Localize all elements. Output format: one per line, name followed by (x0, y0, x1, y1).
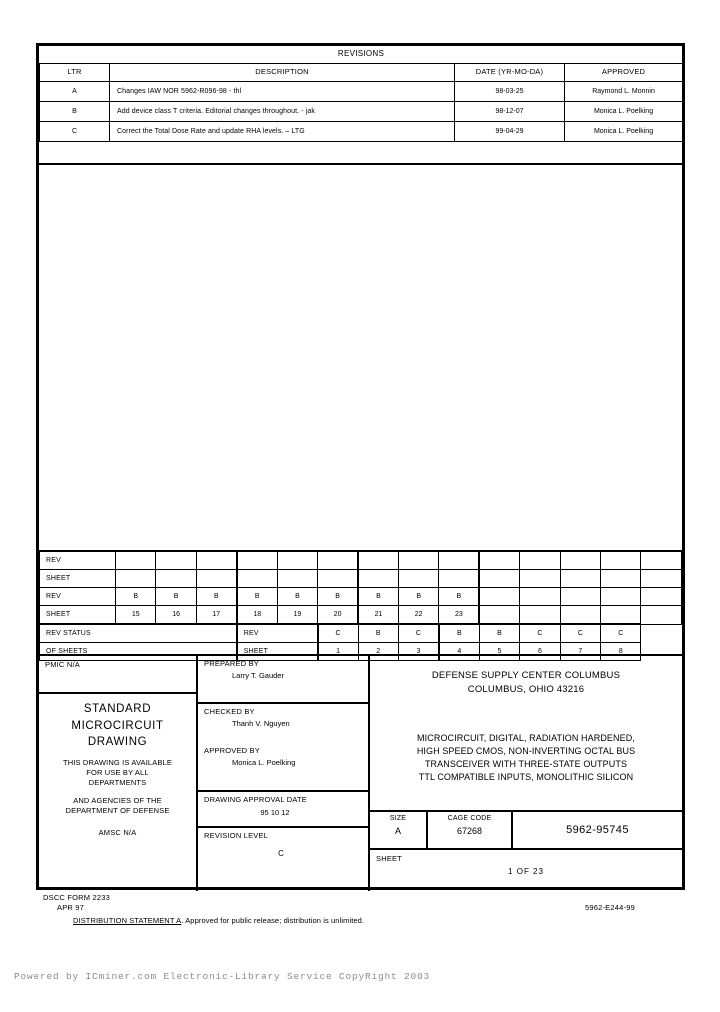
status-cell (196, 551, 236, 570)
size-field (370, 812, 428, 848)
smd-line-2: MICROCIRCUIT (71, 719, 164, 732)
distribution-statement (73, 916, 364, 925)
label-sheet: SHEET (40, 606, 116, 625)
status-cell (398, 570, 438, 588)
revision-description: Add device class T criteria. Editorial changes throughout. - jak (110, 102, 455, 122)
status-cell (601, 588, 641, 606)
status-cell (601, 570, 641, 588)
status-cell (560, 606, 600, 625)
revision-level-value: C (278, 849, 284, 858)
status-cell (479, 606, 519, 625)
revision-approved: Monica L. Poelking (565, 102, 683, 122)
status-cell (318, 551, 358, 570)
status-cell: 16 (156, 606, 196, 625)
drawing-number: 5962-95745 (566, 824, 629, 836)
drawing-title-line-1: MICROCIRCUIT, DIGITAL, RADIATION HARDENED, (417, 733, 635, 743)
title-block-left (39, 656, 198, 891)
revisions-block (39, 46, 682, 142)
status-cell: C (398, 624, 438, 643)
label-sheet: SHEET (40, 570, 116, 588)
sheet-value: 1 OF 23 (508, 867, 544, 876)
status-cell (479, 570, 519, 588)
status-cell (479, 551, 519, 570)
status-cell: 15 (116, 606, 156, 625)
revision-status-block (39, 550, 682, 655)
status-cell (358, 551, 398, 570)
availability-line-4: AND AGENCIES OF THE (73, 795, 162, 805)
amsc-label: AMSC N/A (98, 828, 137, 838)
status-cell: B (398, 588, 438, 606)
status-cell: 20 (318, 606, 358, 625)
status-cell (641, 606, 682, 625)
revision-description: Changes IAW NOR 5962-R096-98 - thl (110, 82, 455, 102)
status-cell (277, 570, 317, 588)
status-cell: 22 (398, 606, 438, 625)
status-cell (560, 551, 600, 570)
checked-approved-section (198, 704, 368, 792)
agency-name (370, 656, 682, 716)
status-cell: B (196, 588, 236, 606)
revisions-title: REVISIONS (40, 46, 683, 64)
status-cell: C (520, 624, 560, 643)
revision-level-label: REVISION LEVEL (204, 831, 269, 840)
status-cell (277, 551, 317, 570)
status-cell: 7 (560, 643, 600, 661)
distribution-statement-text: . Approved for public release; distribution is unlimited. (181, 916, 365, 925)
approved-by-value: Monica L. Poelking (232, 758, 296, 767)
drawing-frame (36, 43, 685, 890)
checked-by-value: Thanh V. Nguyen (232, 719, 290, 728)
smd-line-1: STANDARD (83, 703, 152, 715)
revision-date: 99-04-29 (455, 122, 565, 142)
status-cell (520, 588, 560, 606)
agency-line-2: COLUMBUS, OHIO 43216 (467, 684, 585, 696)
status-cell (560, 570, 600, 588)
prepared-by-value: Larry T. Gauder (232, 671, 284, 680)
pmic-label: PMIC N/A (39, 656, 196, 694)
status-cell: B (439, 624, 479, 643)
status-cell (520, 570, 560, 588)
status-cell: C (601, 624, 641, 643)
revisions-title-row (40, 46, 683, 64)
status-row-rev-upper (40, 588, 682, 606)
label-rev: REV (40, 551, 116, 570)
status-cell: B (479, 624, 519, 643)
status-cell: B (116, 588, 156, 606)
status-cell (398, 551, 438, 570)
status-cell: B (358, 624, 398, 643)
approved-by-label: APPROVED BY (204, 746, 260, 755)
status-cell: B (318, 588, 358, 606)
drawing-title-line-2: HIGH SPEED CMOS, NON-INVERTING OCTAL BUS (416, 746, 636, 757)
status-cell: C (318, 624, 358, 643)
status-cell (601, 606, 641, 625)
status-cell (156, 551, 196, 570)
sheet-label: SHEET (376, 854, 403, 863)
title-block-right (370, 656, 682, 891)
form-date: APR 97 (57, 903, 85, 912)
availability-line-1: THIS DRAWING IS AVAILABLE (62, 758, 173, 768)
cage-code-value: 67268 (456, 826, 483, 836)
status-cell (196, 570, 236, 588)
status-cell (641, 588, 682, 606)
status-cell (358, 570, 398, 588)
revision-status-table (39, 550, 682, 661)
revision-letter: A (40, 82, 110, 102)
status-cell: B (237, 588, 277, 606)
revision-approved: Raymond L. Monnin (565, 82, 683, 102)
column-header-description: DESCRIPTION (110, 64, 455, 82)
label-rev: REV (237, 624, 318, 643)
status-cell: 19 (277, 606, 317, 625)
status-cell (641, 570, 682, 588)
prepared-by-section (198, 656, 368, 704)
drawing-title (370, 716, 682, 812)
drawing-approval-date-value: 95 10 12 (260, 808, 290, 817)
status-cell (560, 588, 600, 606)
revisions-header-row (40, 64, 683, 82)
drawing-title-line-4: TTL COMPATIBLE INPUTS, MONOLITHIC SILICON (418, 772, 634, 783)
table-row (40, 82, 683, 102)
availability-line-5: DEPARTMENT OF DEFENSE (65, 805, 170, 815)
revision-letter: C (40, 122, 110, 142)
status-cell (601, 551, 641, 570)
status-cell (237, 570, 277, 588)
title-block-middle (198, 656, 370, 891)
title-block (39, 654, 682, 889)
identification-row (370, 812, 682, 850)
distribution-statement-heading: DISTRIBUTION STATEMENT A (73, 916, 182, 925)
status-cell: 2 (358, 643, 398, 661)
status-row-rev-status (40, 624, 682, 643)
size-label: SIZE (389, 815, 407, 822)
label-rev-status: REV STATUS (40, 624, 237, 643)
status-cell: 8 (601, 643, 641, 661)
status-cell: 17 (196, 606, 236, 625)
label-of-sheets: OF SHEETS (40, 643, 237, 661)
status-row-rev-top (40, 551, 682, 570)
agency-line-1: DEFENSE SUPPLY CENTER COLUMBUS (431, 670, 621, 681)
size-value: A (394, 826, 401, 836)
status-cell (439, 570, 479, 588)
revision-date: 98-03-25 (455, 82, 565, 102)
status-cell (520, 551, 560, 570)
label-sheet: SHEET (237, 643, 318, 661)
revision-approved: Monica L. Poelking (565, 122, 683, 142)
status-cell: B (358, 588, 398, 606)
status-cell (439, 551, 479, 570)
revision-letter: B (40, 102, 110, 122)
status-cell: 18 (237, 606, 277, 625)
status-cell (156, 570, 196, 588)
status-cell: 23 (439, 606, 479, 625)
status-row-sheet-upper (40, 606, 682, 625)
availability-line-2: FOR USE BY ALL (86, 767, 149, 777)
document-code: 5962-E244-99 (585, 903, 635, 912)
checked-by-label: CHECKED BY (204, 707, 255, 716)
cage-code-field (428, 812, 513, 848)
drawing-body-blank-area (39, 165, 682, 547)
revision-level-section (198, 828, 368, 891)
status-cell: 21 (358, 606, 398, 625)
smd-line-3: DRAWING (87, 736, 148, 749)
column-header-approved: APPROVED (565, 64, 683, 82)
table-row (40, 102, 683, 122)
column-header-date: DATE (YR-MO-DA) (455, 64, 565, 82)
prepared-by-label: PREPARED BY (204, 659, 259, 668)
status-cell (479, 588, 519, 606)
status-cell: 4 (439, 643, 479, 661)
availability-line-3: DEPARTMENTS (88, 777, 147, 787)
status-cell: B (439, 588, 479, 606)
revision-date: 98-12-07 (455, 102, 565, 122)
status-cell (520, 606, 560, 625)
status-cell: 5 (479, 643, 519, 661)
status-cell (116, 570, 156, 588)
standard-microcircuit-drawing-box (39, 694, 196, 891)
table-row (40, 122, 683, 142)
sheet-row (370, 850, 682, 891)
watermark: Powered by ICminer.com Electronic-Library Service CopyRight 2003 (14, 971, 431, 982)
drawing-title-line-3: TRANSCEIVER WITH THREE-STATE OUTPUTS (424, 759, 628, 770)
status-cell: 3 (398, 643, 438, 661)
form-number: DSCC FORM 2233 (43, 893, 110, 902)
revision-description: Correct the Total Dose Rate and update RHA levels. – LTG (110, 122, 455, 142)
status-cell: 6 (520, 643, 560, 661)
status-cell (641, 551, 682, 570)
status-cell: B (156, 588, 196, 606)
drawing-approval-date-label: DRAWING APPROVAL DATE (204, 795, 307, 804)
revisions-table (39, 46, 683, 142)
status-cell: B (277, 588, 317, 606)
status-cell (318, 570, 358, 588)
status-cell (116, 551, 156, 570)
cage-code-label: CAGE CODE (447, 815, 492, 822)
drawing-approval-date-section (198, 792, 368, 828)
status-cell: C (560, 624, 600, 643)
column-header-ltr: LTR (40, 64, 110, 82)
status-cell: 1 (318, 643, 358, 661)
status-row-sheet-top (40, 570, 682, 588)
label-rev: REV (40, 588, 116, 606)
status-cell (237, 551, 277, 570)
